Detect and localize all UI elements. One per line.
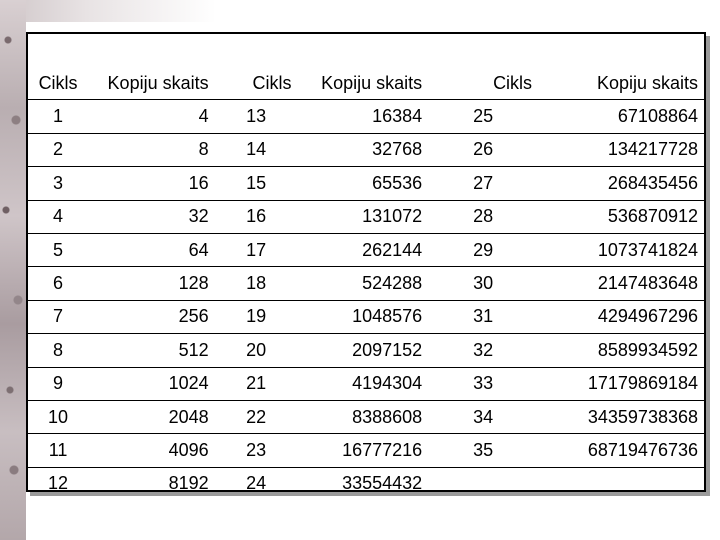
copies-cell: 128 [88, 267, 214, 300]
header-cycle-3: Cikls [428, 67, 538, 100]
copies-cell: 8388608 [298, 400, 429, 433]
cycle-cell: 35 [428, 434, 538, 467]
cycle-cell: 2 [28, 133, 88, 166]
cycle-cell: 6 [28, 267, 88, 300]
copies-cell: 2097152 [298, 334, 429, 367]
cycle-cell: 17 [215, 233, 298, 266]
cycle-cell: 24 [246, 473, 267, 494]
decorative-side-strip [0, 0, 26, 540]
table-row [28, 267, 704, 300]
copies-cell: 16 [88, 167, 214, 200]
cycle-cell: 15 [215, 167, 298, 200]
copies-cell: 256 [88, 300, 214, 333]
cycle-cell: 4 [28, 200, 88, 233]
header-cycle-1: Cikls [28, 67, 88, 100]
copies-cell: 32 [88, 200, 214, 233]
table-row [28, 367, 704, 400]
copies-cell: 8192 [168, 473, 209, 494]
table-row [28, 400, 704, 433]
copies-cell: 64 [88, 233, 214, 266]
copies-cell: 4 [88, 100, 214, 133]
cycle-cell: 1 [28, 100, 88, 133]
table-row [28, 233, 704, 266]
cycle-cell: 20 [215, 334, 298, 367]
copies-cell: 8 [88, 133, 214, 166]
cycle-cell: 31 [428, 300, 538, 333]
cycle-cell [428, 467, 538, 500]
table-row [28, 200, 704, 233]
table-row [28, 334, 704, 367]
cycle-cell: 18 [215, 267, 298, 300]
cycle-cell: 19 [215, 300, 298, 333]
cycle-cell: 12 [48, 473, 69, 494]
cycle-cell: 8 [28, 334, 88, 367]
cycle-cell: 21 [215, 367, 298, 400]
copies-cell: 524288 [298, 267, 429, 300]
copies-table [28, 67, 704, 500]
cycle-cell: 10 [28, 400, 88, 433]
copies-cell: 17179869184 [538, 367, 704, 400]
copies-cell: 1048576 [298, 300, 429, 333]
cycle-cell: 30 [428, 267, 538, 300]
copies-cell: 4096 [88, 434, 214, 467]
cycle-cell: 25 [428, 100, 538, 133]
copies-cell: 4194304 [298, 367, 429, 400]
copies-cell: 32768 [298, 133, 429, 166]
copies-cell: 68719476736 [538, 434, 704, 467]
cycle-cell: 7 [28, 300, 88, 333]
cycle-cell: 13 [215, 100, 298, 133]
header-copies-3: Kopiju skaits [538, 67, 704, 100]
cycle-cell: 32 [428, 334, 538, 367]
table-row [28, 167, 704, 200]
copies-cell: 4294967296 [538, 300, 704, 333]
table-row [28, 467, 704, 500]
copies-cell: 16384 [298, 100, 429, 133]
copies-cell: 262144 [298, 233, 429, 266]
cycle-cell: 9 [28, 367, 88, 400]
cycle-cell: 16 [215, 200, 298, 233]
cycle-cell: 22 [215, 400, 298, 433]
table-frame [26, 32, 706, 492]
copies-cell: 1024 [88, 367, 214, 400]
copies-cell: 34359738368 [538, 400, 704, 433]
copies-cell: 1073741824 [538, 233, 704, 266]
copies-cell: 2147483648 [538, 267, 704, 300]
cycle-cell: 33 [428, 367, 538, 400]
copies-cell: 16777216 [298, 434, 429, 467]
copies-cell: 268435456 [538, 167, 704, 200]
cycle-cell: 3 [28, 167, 88, 200]
copies-cell [538, 467, 704, 500]
cycle-cell: 23 [215, 434, 298, 467]
decorative-top-band [0, 0, 720, 22]
table-row [28, 133, 704, 166]
copies-cell: 512 [88, 334, 214, 367]
header-copies-1: Kopiju skaits [88, 67, 214, 100]
copies-cell: 131072 [298, 200, 429, 233]
cycle-cell: 5 [28, 233, 88, 266]
cycle-cell: 26 [428, 133, 538, 166]
cycle-cell: 27 [428, 167, 538, 200]
cycle-cell: 29 [428, 233, 538, 266]
copies-cell: 536870912 [538, 200, 704, 233]
header-copies-2: Kopiju skaits [298, 67, 429, 100]
table-row [28, 434, 704, 467]
cycle-cell: 34 [428, 400, 538, 433]
copies-cell: 8589934592 [538, 334, 704, 367]
header-row [28, 67, 704, 100]
copies-cell: 33554432 [342, 473, 423, 494]
cycle-cell: 11 [28, 434, 88, 467]
table-row [28, 100, 704, 133]
copies-cell: 134217728 [538, 133, 704, 166]
table-row [28, 300, 704, 333]
copies-cell: 65536 [298, 167, 429, 200]
copies-cell: 67108864 [538, 100, 704, 133]
cycle-cell: 28 [428, 200, 538, 233]
cycle-cell: 14 [215, 133, 298, 166]
header-cycle-2: Cikls [215, 67, 298, 100]
copies-cell: 2048 [88, 400, 214, 433]
